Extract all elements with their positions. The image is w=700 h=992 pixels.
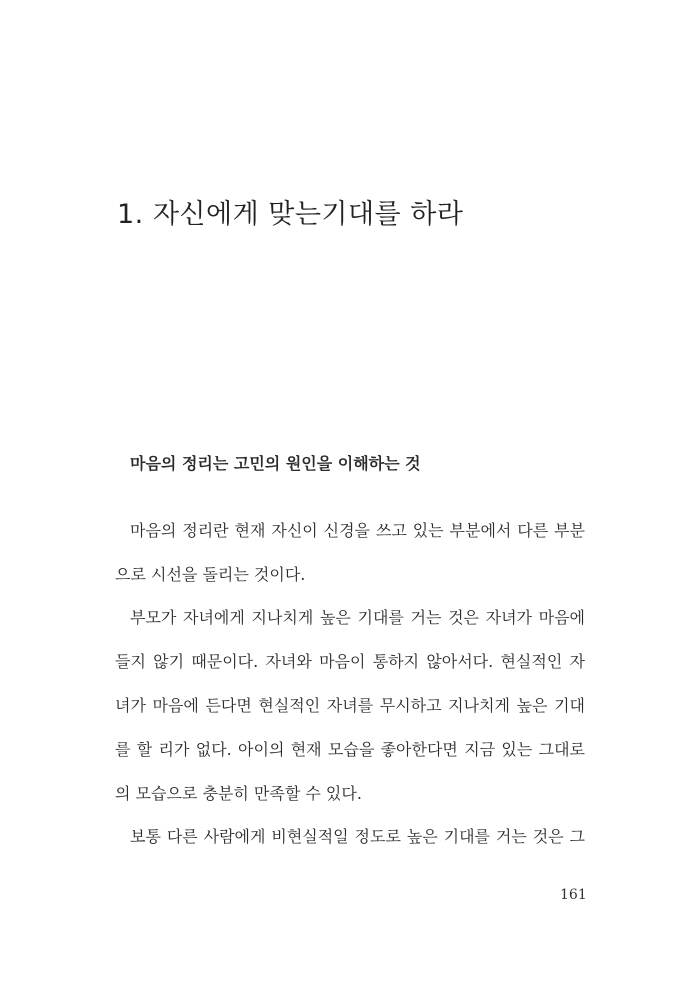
body-line: 를 할 리가 없다. 아이의 현재 모습을 좋아한다면 지금 있는 그대로 <box>115 740 585 759</box>
body-line: 들지 않기 때문이다. 자녀와 마음이 통하지 않아서다. 현실적인 자 <box>115 652 585 671</box>
body-line: 보통 다른 사람에게 비현실적일 정도로 높은 기대를 거는 것은 그 <box>130 827 585 846</box>
page-number: 161 <box>560 887 587 903</box>
body-line: 으로 시선을 돌리는 것이다. <box>115 565 306 584</box>
body-line: 부모가 자녀에게 지나치게 높은 기대를 거는 것은 자녀가 마음에 <box>130 608 585 627</box>
section-heading: 마음의 정리는 고민의 원인을 이해하는 것 <box>130 454 421 473</box>
body-line: 마음의 정리란 현재 자신이 신경을 쓰고 있는 부분에서 다른 부분 <box>130 521 585 540</box>
body-line: 녀가 마음에 든다면 현실적인 자녀를 무시하고 지나치게 높은 기대 <box>115 696 585 715</box>
chapter-title: 1. 자신에게 맞는기대를 하라 <box>117 199 464 230</box>
body-line: 의 모습으로 충분히 만족할 수 있다. <box>115 784 362 803</box>
